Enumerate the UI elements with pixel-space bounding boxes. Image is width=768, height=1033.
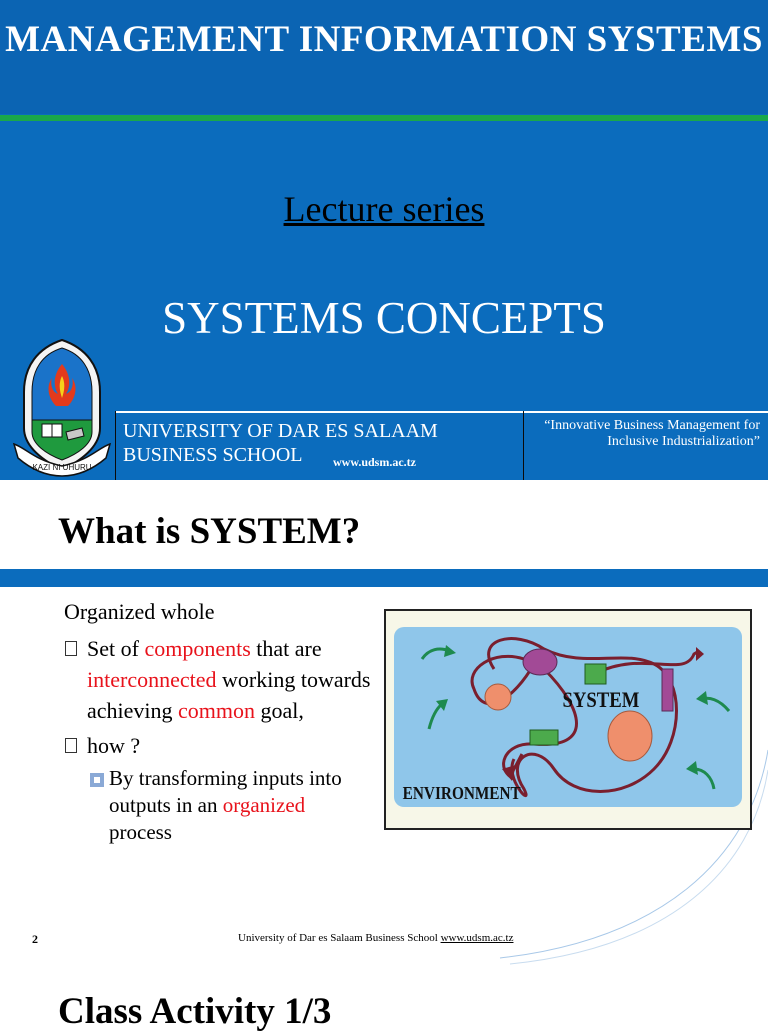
keyword-components: components bbox=[144, 636, 251, 661]
square-bullet-icon bbox=[90, 773, 104, 787]
bullet1-text-1: Set of bbox=[87, 636, 145, 661]
sub-bullet-transform bbox=[90, 765, 384, 846]
keyword-common: common bbox=[178, 698, 256, 723]
website-text: www.udsm.ac.tz bbox=[333, 455, 416, 469]
title-header bbox=[0, 0, 768, 114]
system-environment-diagram bbox=[384, 609, 752, 830]
page-number: 2 bbox=[32, 932, 38, 946]
title-underbar bbox=[0, 569, 768, 587]
bullet1-text-3: working towards achieving bbox=[87, 667, 371, 723]
bullet-how bbox=[64, 730, 384, 761]
bullet-definition bbox=[64, 633, 384, 726]
system-label: SYSTEM bbox=[562, 688, 640, 713]
sub1-text-2: process bbox=[109, 820, 172, 844]
sub1-text-1: By transforming inputs into outputs in an bbox=[109, 766, 342, 817]
footer-text: University of Dar es Salaam Business School bbox=[238, 932, 441, 944]
university-line-2: BUSINESS SCHOOL bbox=[123, 444, 303, 466]
university-line-1: UNIVERSITY OF DAR ES SALAAM bbox=[123, 420, 438, 442]
footer-link[interactable]: www.udsm.ac.tz bbox=[440, 932, 514, 944]
lecture-series-label: Lecture series bbox=[283, 189, 485, 229]
university-crest-logo bbox=[8, 336, 116, 478]
title-slide bbox=[0, 0, 768, 480]
logo-motto: KAZI NI UHURU bbox=[32, 463, 92, 472]
motto-line-1: “Innovative Business Management for bbox=[544, 418, 760, 433]
bullet1-text-2: that are bbox=[250, 636, 322, 661]
motto-line-2: Inclusive Industrialization” bbox=[607, 434, 760, 449]
what-is-system-heading: What is SYSTEM? bbox=[58, 511, 361, 552]
green-divider bbox=[0, 115, 768, 121]
topic-title: SYSTEMS CONCEPTS bbox=[162, 293, 606, 343]
school-motto bbox=[530, 418, 760, 450]
bullet1-text-4: goal, bbox=[255, 698, 304, 723]
keyword-interconnected: interconnected bbox=[87, 667, 217, 692]
footer-rule bbox=[115, 411, 768, 413]
keyword-organized: organized bbox=[222, 793, 306, 817]
slide-title: MANAGEMENT INFORMATION SYSTEMS bbox=[5, 19, 763, 60]
class-activity-heading: Class Activity 1/3 bbox=[58, 991, 332, 1032]
bullet2-text: how ? bbox=[87, 733, 141, 758]
intro-text: Organized whole bbox=[64, 599, 215, 624]
bullet-box-icon bbox=[65, 641, 77, 656]
slide-body bbox=[64, 596, 384, 846]
environment-label: ENVIRONMENT bbox=[402, 782, 521, 804]
footer-divider-left bbox=[115, 411, 116, 480]
footer-divider-right bbox=[523, 411, 524, 480]
slide-footer bbox=[238, 932, 513, 944]
bullet-box-icon bbox=[65, 738, 77, 753]
